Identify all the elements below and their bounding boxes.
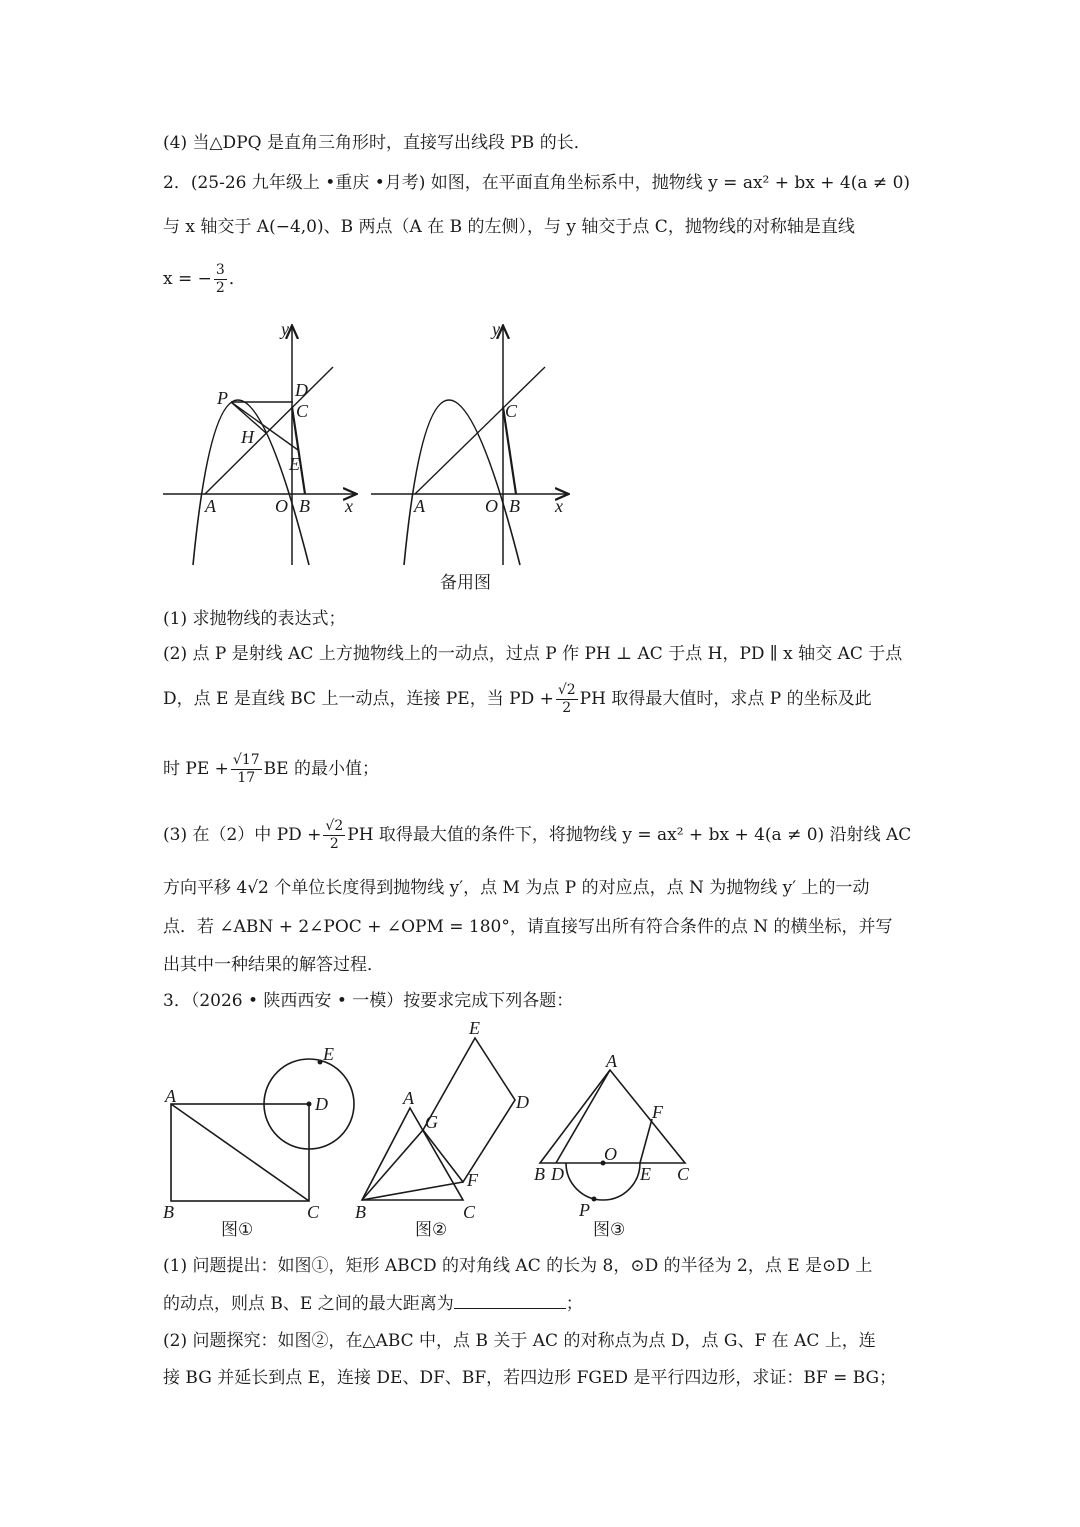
q2-part3-line4: 出其中一种结果的解答过程． — [163, 955, 384, 975]
fig1-label-B: B — [163, 1202, 174, 1222]
q2-part2-line3 — [163, 752, 379, 787]
fig3-label-B: B — [534, 1164, 545, 1184]
label-D: D — [295, 380, 308, 400]
fig2-label-F: F — [467, 1170, 478, 1190]
label-B: B — [299, 496, 310, 516]
point-P — [592, 1197, 597, 1202]
segment-BF — [362, 1182, 463, 1200]
label-E: E — [289, 454, 300, 474]
q3-figure1 — [163, 1044, 354, 1240]
q2-axis-of-symmetry — [163, 262, 246, 297]
q2-part3-frac-num: √2 — [325, 818, 344, 834]
q3-figures — [155, 1020, 715, 1245]
q2-figures — [155, 315, 585, 595]
q2-part2-line3-b: BE 的最小值； — [263, 759, 379, 779]
q3-part2-line2: 接 BG 并延长到点 E，连接 DE、DF、BF，若四边形 FGED 是平行四边形，求证：BF = BG； — [163, 1368, 897, 1388]
fig2-caption: 图② — [415, 1220, 448, 1240]
q2-part3-line2: 方向平移 4√2 个单位长度得到抛物线 y′，点 M 为点 P 的对应点，点 N 为抛物线 y′ 上的一动 — [163, 878, 870, 898]
semicircle-O — [566, 1163, 640, 1200]
q2-part3-fraction — [323, 818, 345, 853]
q2-part3-line1-b: PH 取得最大值的条件下，将抛物线 y = ax² + bx + 4(a ≠ 0) 沿射线 AC — [347, 825, 912, 845]
q2-stem-line2: 与 x 轴交于 A(−4,0)、B 两点（A 在 B 的左侧），与 y 轴交于点 C，抛物线的对称轴是直线 — [163, 217, 855, 237]
fig2-label-A: A — [403, 1088, 414, 1108]
q2-part1: (1) 求抛物线的表达式； — [163, 609, 346, 629]
spare-figure-caption: 备用图 — [440, 573, 491, 593]
fig3-label-D: D — [551, 1164, 564, 1184]
fig2-label-G: G — [425, 1112, 438, 1132]
q2-part2-line2-b: PH 取得最大值时，求点 P 的坐标及此 — [579, 689, 872, 709]
label-x: x — [345, 496, 353, 516]
fig3-label-O: O — [604, 1144, 617, 1164]
label-C-spare: C — [505, 401, 518, 421]
label-B-spare: B — [509, 496, 520, 516]
q2-part2-line2 — [163, 682, 872, 717]
fig2-label-E: E — [469, 1020, 480, 1038]
q2-part2-fraction2 — [231, 752, 262, 787]
fig3-label-A: A — [606, 1051, 617, 1071]
q2-part2-frac-den: 2 — [562, 700, 572, 716]
q2-axis-num: 3 — [215, 262, 225, 278]
segment-FE — [640, 1119, 652, 1163]
q2-part3-frac-den: 2 — [329, 836, 339, 852]
label-x-spare: x — [555, 496, 563, 516]
q2-axis-den: 2 — [215, 280, 225, 296]
parallelogram-FGED — [423, 1038, 515, 1182]
label-O-spare: O — [485, 496, 498, 516]
q2-part2-line2-a: D，点 E 是直线 BC 上一动点，连接 PE，当 PD + — [163, 689, 554, 709]
diagonal-AC — [171, 1104, 309, 1201]
q2-main-figure — [163, 319, 355, 565]
q2-part2-line3-a: 时 PE + — [163, 759, 229, 779]
q2-part3-line1-a: (3) 在（2）中 PD + — [163, 825, 322, 845]
q2-part2-frac2-den: 17 — [237, 770, 256, 786]
q2-axis-suffix: ． — [228, 269, 246, 289]
q2-stem-line1: 2．(25-26 九年级上 •重庆 •月考) 如图，在平面直角坐标系中，抛物线 y = ax² + bx + 4(a ≠ 0) — [163, 173, 911, 193]
q2-axis-prefix: x = − — [163, 269, 212, 289]
label-y-spare: y — [492, 319, 500, 339]
label-A: A — [205, 496, 216, 516]
answer-blank — [454, 1292, 566, 1309]
fig1-label-C: C — [307, 1202, 320, 1222]
q3-stem: 3．（2026 • 陕西西安 • 一模）按要求完成下列各题： — [163, 991, 574, 1011]
point-E — [318, 1060, 323, 1065]
q2-part2-line1: (2) 点 P 是射线 AC 上方抛物线上的一动点，过点 P 作 PH ⊥ AC 于点 H，PD ∥ x 轴交 AC 于点 — [163, 644, 903, 664]
label-P: P — [217, 388, 228, 408]
q3-figure2 — [355, 1020, 529, 1240]
fig2-label-C: C — [463, 1202, 476, 1222]
segment-AD — [556, 1070, 610, 1163]
q2-part3-line1 — [163, 818, 911, 853]
q3-figure3 — [534, 1051, 690, 1240]
q3-part1-line2-text: 的动点，则点 B、E 之间的最大距离为 — [163, 1294, 454, 1314]
label-O: O — [275, 496, 288, 516]
q1-part4-text: (4) 当△DPQ 是直角三角形时，直接写出线段 PB 的长． — [163, 133, 591, 153]
triangle-ABC — [362, 1108, 463, 1200]
fig1-caption: 图① — [221, 1220, 254, 1240]
q2-part2-fraction — [556, 682, 578, 717]
q2-part3-line3: 点．若 ∠ABN + 2∠POC + ∠OPM = 180°，请直接写出所有符合条件的点 N 的横坐标，并写 — [163, 917, 893, 937]
fig3-label-E: E — [640, 1164, 651, 1184]
q3-part1-line2 — [163, 1292, 583, 1315]
label-C: C — [296, 401, 309, 421]
fig3-label-P: P — [579, 1200, 590, 1220]
fig1-label-E: E — [323, 1044, 334, 1064]
label-H: H — [241, 427, 254, 447]
q3-part1-line2-end: ； — [565, 1294, 583, 1314]
fig3-label-F: F — [652, 1102, 663, 1122]
q2-part2-frac2-num: √17 — [232, 752, 260, 768]
fig3-label-C: C — [677, 1164, 690, 1184]
q2-spare-figure — [371, 319, 567, 593]
fig3-caption: 图③ — [593, 1220, 626, 1240]
label-A-spare: A — [414, 496, 425, 516]
fig1-label-D: D — [315, 1094, 328, 1114]
fig2-label-B: B — [355, 1202, 366, 1222]
fig1-label-A: A — [165, 1086, 176, 1106]
fig2-label-D: D — [516, 1092, 529, 1112]
q3-part2-line1: (2) 问题探究：如图②，在△ABC 中，点 B 关于 AC 的对称点为点 D，点 G、F 在 AC 上，连 — [163, 1331, 876, 1351]
point-D — [307, 1102, 312, 1107]
q2-axis-fraction — [214, 262, 227, 297]
q2-part2-frac-num: √2 — [557, 682, 576, 698]
line-AC — [205, 367, 333, 494]
q3-part1-line1: (1) 问题提出：如图①，矩形 ABCD 的对角线 AC 的长为 8，⊙D 的半径为 2，点 E 是⊙D 上 — [163, 1256, 873, 1276]
line-AC-spare — [415, 367, 545, 494]
label-y: y — [281, 319, 289, 339]
